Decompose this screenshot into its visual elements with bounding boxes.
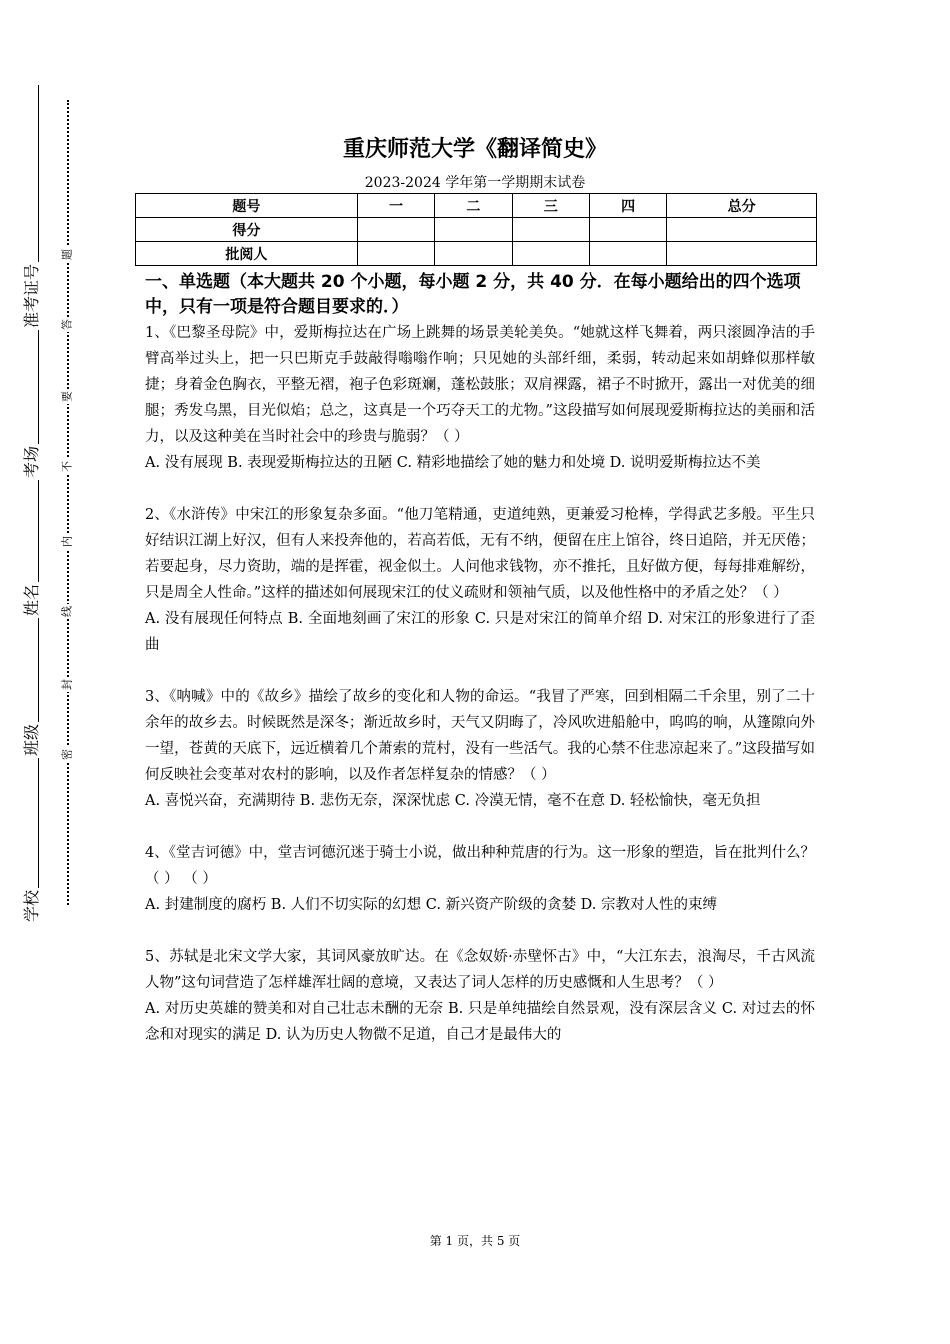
reviewer-cell[interactable]	[435, 242, 512, 266]
question-options: A. 没有展现 B. 表现爱斯梅拉达的丑陋 C. 精彩地描绘了她的魅力和处境 D. 说明爱斯梅拉达不美	[145, 455, 761, 471]
exam-subtitle: 2023-2024 学年第一学期期末试卷	[364, 175, 586, 191]
score-header-cell: 总分	[667, 194, 817, 218]
question-options: A. 对历史英雄的赞美和对自己壮志未酬的无奈 B. 只是单纯描绘自然景观，没有深层含义 C. 对过去的怀念和对现实的满足 D. 认为历史人物微不足道，自己才是最伟大的	[145, 1001, 815, 1043]
seal-char: 内	[60, 536, 74, 547]
question-stem: 1、《巴黎圣母院》中，爱斯梅拉达在广场上跳舞的场景美轮美奂。“她就这样飞舞着，两只滚圆净洁的手臂高举过头上，把一只巴斯克手鼓敲得嗡嗡作响；只见她的头部纤细，柔弱，转动起来如胡蜂似那样敏捷；身着金色胸衣，平整无褶，袍子色彩斑斓，蓬松鼓胀；双肩裸露，裙子不时掀开，露出一对优美的细腿；秀发乌黑，目光似焰；总之，这真是一个巧夺天工的尤物。”这段描写如何展现爱斯梅拉达的美丽和活力，以及这种美在当时社会中的珍贵与脆弱？（ ）	[145, 325, 815, 445]
score-table	[135, 193, 817, 266]
question-item	[145, 502, 815, 658]
question-list	[145, 320, 815, 1048]
class-label: 班级	[22, 723, 41, 757]
score-row-label: 得分	[136, 218, 358, 242]
page-footer: 第 1 页，共 5 页	[429, 1234, 521, 1248]
score-header-cell: 三	[512, 194, 589, 218]
seal-dotted-line	[67, 100, 69, 905]
school-label: 学校	[22, 889, 41, 923]
question-item	[145, 840, 815, 918]
binding-line	[38, 85, 39, 915]
question-options: A. 没有展现任何特点 B. 全面地刻画了宋江的形象 C. 只是对宋江的简单介绍 D. 对宋江的形象进行了歪曲	[145, 611, 815, 653]
question-stem: 2、《水浒传》中宋江的形象复杂多面。“他刀笔精通，吏道纯熟，更兼爱习枪棒，学得武艺多般。平生只好结识江湖上好汉，但有人来投奔他的，若高若低，无有不纳，便留在庄上馆谷，终日追陪，并无厌倦；若要起身，尽力资助，端的是挥霍，视金似土。人问他求钱物，亦不推托，且好做方便，每每排难解纷，只是周全人性命。”这样的描述如何展现宋江的仗义疏财和领袖气质，以及他性格中的矛盾之处？（ ）	[145, 507, 815, 601]
score-header-cell: 题号	[136, 194, 358, 218]
reviewer-row-label: 批阅人	[136, 242, 358, 266]
question-item	[145, 944, 815, 1048]
seal-char: 答	[60, 319, 74, 330]
question-stem: 3、《呐喊》中的《故乡》描绘了故乡的变化和人物的命运。“我冒了严寒，回到相隔二千余里，别了二十余年的故乡去。时候既然是深冬；渐近故乡时，天气又阴晦了，冷风吹进船舱中，呜呜的响，从篷隙向外一望，苍黄的天底下，远近横着几个萧索的荒村，没有一些活气。我的心禁不住悲凉起来了。”这段描写如何反映社会变革对农村的影响，以及作者怎样复杂的情感？（ ）	[145, 689, 815, 783]
score-row	[136, 218, 817, 242]
binding-margin	[0, 0, 110, 1344]
reviewer-cell[interactable]	[589, 242, 666, 266]
name-label: 姓名	[22, 583, 41, 617]
score-header-cell: 二	[435, 194, 512, 218]
seal-char: 不	[60, 461, 74, 472]
reviewer-row	[136, 242, 817, 266]
question-stem: 5、苏轼是北宋文学大家，其词风豪放旷达。在《念奴娇·赤壁怀古》中，“大江东去，浪淘尽，千古风流人物”这句词营造了怎样雄浑壮阔的意境，又表达了词人怎样的历史感慨和人生思考？（ ）	[145, 949, 815, 991]
seal-char: 封	[60, 679, 74, 690]
section-heading: 一、单选题（本大题共 20 个小题，每小题 2 分，共 40 分．在每小题给出的四个选项中，只有一项是符合题目要求的．）	[145, 272, 801, 317]
exam-title: 重庆师范大学《翻译简史》	[342, 137, 607, 162]
exam-id-label: 准考证号	[22, 263, 41, 329]
score-cell[interactable]	[357, 218, 434, 242]
score-table-header-row	[136, 194, 817, 218]
exam-room-label: 考场	[22, 445, 41, 479]
seal-char: 题	[60, 249, 74, 260]
score-cell[interactable]	[435, 218, 512, 242]
seal-char: 密	[60, 749, 74, 760]
score-cell[interactable]	[512, 218, 589, 242]
score-cell[interactable]	[667, 218, 817, 242]
reviewer-cell[interactable]	[667, 242, 817, 266]
reviewer-cell[interactable]	[357, 242, 434, 266]
reviewer-cell[interactable]	[512, 242, 589, 266]
question-options: A. 封建制度的腐朽 B. 人们不切实际的幻想 C. 新兴资产阶级的贪婪 D. 宗教对人性的束缚	[145, 897, 718, 913]
score-header-cell: 四	[589, 194, 666, 218]
seal-char: 线	[60, 606, 74, 617]
score-header-cell: 一	[357, 194, 434, 218]
question-stem: 4、《堂吉诃德》中，堂吉诃德沉迷于骑士小说，做出种种荒唐的行为。这一形象的塑造，旨在批判什么？（ ） （ ）	[145, 845, 815, 887]
question-item	[145, 684, 815, 814]
question-item	[145, 320, 815, 476]
seal-char: 要	[60, 391, 74, 402]
question-options: A. 喜悦兴奋，充满期待 B. 悲伤无奈，深深忧虑 C. 冷漠无情，毫不在意 D. 轻松愉快，毫无负担	[145, 793, 761, 809]
score-cell[interactable]	[589, 218, 666, 242]
